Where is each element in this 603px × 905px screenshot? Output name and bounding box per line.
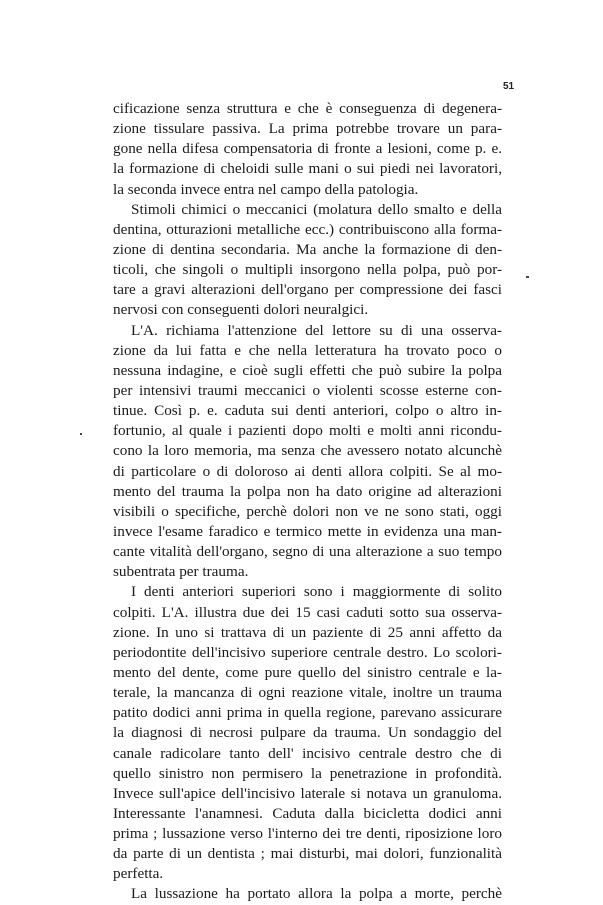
text-line: visibili o specifiche, perchè dolori non ve ne sono stati, oggi (113, 502, 502, 520)
text-line: perfetta. (113, 865, 164, 883)
text-line: cante vitalità dell'organo, segno di una alterazione a suo tempo (113, 543, 502, 561)
text-line: nessuna indagine, e cioè sugli effetti che può subire la polpa (113, 361, 502, 379)
text-line: mento del dente, come pure quello del sinistro centrale e la- (113, 663, 502, 681)
text-line: Interessante l'anamnesi. Caduta dalla bicicletta dodici anni (113, 804, 502, 822)
text-line: gone nella difesa compensatoria di fronte a lesioni, come p. e. (113, 140, 502, 158)
text-line: nervosi con conseguenti dolori neuralgici. (113, 301, 369, 319)
text-line: per intensivi traumi meccanici o violenti scosse esterne con- (113, 381, 502, 399)
page-number: 51 (503, 81, 515, 92)
text-line: di particolare o di doloroso ai denti allora colpiti. Se al mo- (113, 462, 502, 480)
text-line: mento del trauma la polpa non ha dato origine ad alterazioni (113, 482, 502, 500)
text-line: zione da lui fatta e che nella letteratura ha trovato poco o (113, 341, 502, 359)
paragraph (113, 99, 502, 200)
text-line: dentina, otturazioni metalliche ecc.) contribuiscono alla forma- (113, 220, 502, 238)
ink-speck (526, 276, 529, 278)
paragraph (113, 582, 502, 884)
text-line: da parte di un dentista ; mai disturbi, mai dolori, funzionalità (113, 845, 502, 863)
text-line: tare a gravi alterazioni dell'organo per compressione dei fasci (113, 281, 502, 299)
text-line: fortunio, al quale i pazienti dopo molti e molti anni ricondu- (113, 422, 502, 440)
text-line: invece l'esame faradico e termico mette in evidenza una man- (113, 522, 502, 540)
text-line: La lussazione ha portato allora la polpa a morte, perchè (131, 885, 502, 903)
text-line: subentrata per trauma. (113, 563, 249, 581)
text-line: zione tissulare passiva. La prima potrebbe trovare un para- (113, 120, 502, 138)
text-line: cono la loro memoria, ma senza che avessero notato alcunchè (113, 442, 502, 460)
text-line: I denti anteriori superiori sono i maggiormente di solito (131, 583, 502, 601)
text-line: ticoli, che singoli o multipli insorgono nella polpa, può por- (113, 261, 502, 279)
text-line: la seconda invece entra nel campo della patologia. (113, 180, 419, 198)
text-line: zione. In uno si trattava di un paziente di 25 anni affetto da (113, 623, 502, 641)
text-line: L'A. richiama l'attenzione del lettore su di una osserva- (131, 321, 502, 339)
text-line: zione di dentina secondaria. Ma anche la formazione di den- (113, 240, 502, 258)
text-line: cificazione senza struttura e che è conseguenza di degenera- (113, 100, 502, 117)
ink-speck (80, 433, 82, 435)
text-line: tinue. Così p. e. caduta sui denti anteriori, colpo o altro in- (113, 402, 502, 420)
paragraph (113, 321, 502, 583)
text-line: colpiti. L'A. illustra due dei 15 casi caduti sotto sua osserva- (113, 603, 502, 621)
text-line: canale radicolare tanto dell' incisivo centrale destro che di (113, 744, 502, 762)
paragraph (113, 884, 502, 904)
text-line: Invece sull'apice dell'incisivo laterale si notava un granuloma. (113, 784, 502, 802)
paragraph (113, 200, 502, 321)
text-line: terale, la mancanza di ogni reazione vitale, inoltre un trauma (113, 684, 502, 702)
body-text (113, 99, 502, 905)
text-line: periodontite dell'incisivo superiore centrale destro. Lo scolori- (113, 643, 502, 661)
text-line: patito dodici anni prima in quella regione, parevano assicurare (113, 704, 502, 722)
text-line: la diagnosi di necrosi pulpare da trauma. Un sondaggio del (113, 724, 502, 742)
text-line: quello sinistro non permisero la penetrazione in profondità. (113, 764, 502, 782)
text-line: la formazione di cheloidi sulle mani o sui piedi nei lavoratori, (113, 160, 502, 178)
text-line: Stimoli chimici o meccanici (molatura dello smalto e della (131, 200, 502, 218)
text-line: prima ; lussazione verso l'interno dei tre denti, riposizione loro (113, 825, 502, 843)
